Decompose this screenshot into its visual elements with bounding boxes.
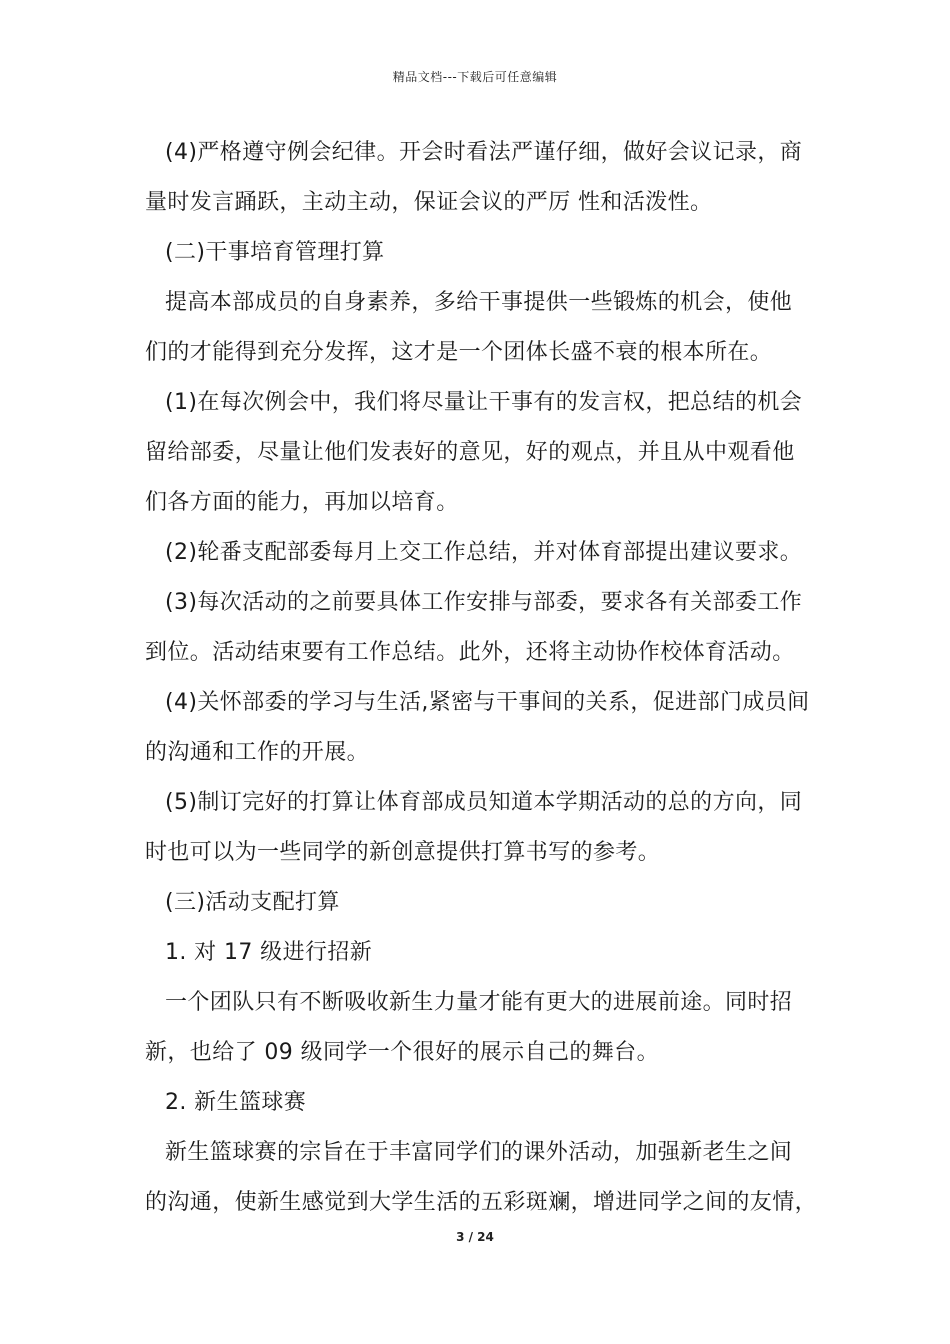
text-line: 们的才能得到充分发挥，这才是一个团体长盛不衰的根本所在。 (145, 340, 773, 365)
document-body (145, 128, 818, 1228)
text-line: 留给部委，尽量让他们发表好的意见，好的观点，并且从中观看他 (145, 440, 795, 465)
text-line: 的沟通和工作的开展。 (145, 740, 370, 765)
text-line: 新，也给了 09 级同学一个很好的展示自己的舞台。 (145, 1040, 659, 1065)
text-line: 新生篮球赛的宗旨在于丰富同学们的课外活动，加强新老生之间 (165, 1140, 793, 1165)
text-line: 们各方面的能力，再加以培育。 (145, 490, 459, 515)
text-line: (3)每次活动的之前要具体工作安排与部委，要求各有关部委工作 (165, 590, 803, 615)
text-line: 量时发言踊跃，主动主动，保证会议的严厉 性和活泼性。 (145, 190, 713, 215)
text-line: (4)严格遵守例会纪律。开会时看法严谨仔细，做好会议记录，商 (165, 140, 803, 165)
text-line: (二)干事培育管理打算 (165, 240, 385, 265)
text-line: 2. 新生篮球赛 (165, 1090, 307, 1115)
text-line: 1. 对 17 级进行招新 (165, 940, 373, 965)
text-line: (三)活动支配打算 (165, 890, 340, 915)
text-line: (2)轮番支配部委每月上交工作总结，并对体育部提出建议要求。 (165, 540, 803, 565)
text-line: 的沟通，使新生感觉到大学生活的五彩斑斓，增进同学之间的友情， (145, 1190, 818, 1215)
text-line: 到位。活动结束要有工作总结。此外，还将主动协作校体育活动。 (145, 640, 795, 665)
text-line: 提高本部成员的自身素养，多给干事提供一些锻炼的机会，使他 (165, 290, 793, 315)
page-header: 精品文档---下载后可任意编辑 (392, 70, 558, 84)
page-number: 3 / 24 (456, 1230, 494, 1244)
text-line: (1)在每次例会中，我们将尽量让干事有的发言权，把总结的机会 (165, 390, 803, 415)
text-line: (5)制订完好的打算让体育部成员知道本学期活动的总的方向，同 (165, 790, 803, 815)
text-line: (4)关怀部委的学习与生活,紧密与干事间的关系，促进部门成员间 (165, 690, 810, 715)
text-line: 一个团队只有不断吸收新生力量才能有更大的进展前途。同时招 (165, 990, 793, 1015)
text-line: 时也可以为一些同学的新创意提供打算书写的参考。 (145, 840, 661, 865)
